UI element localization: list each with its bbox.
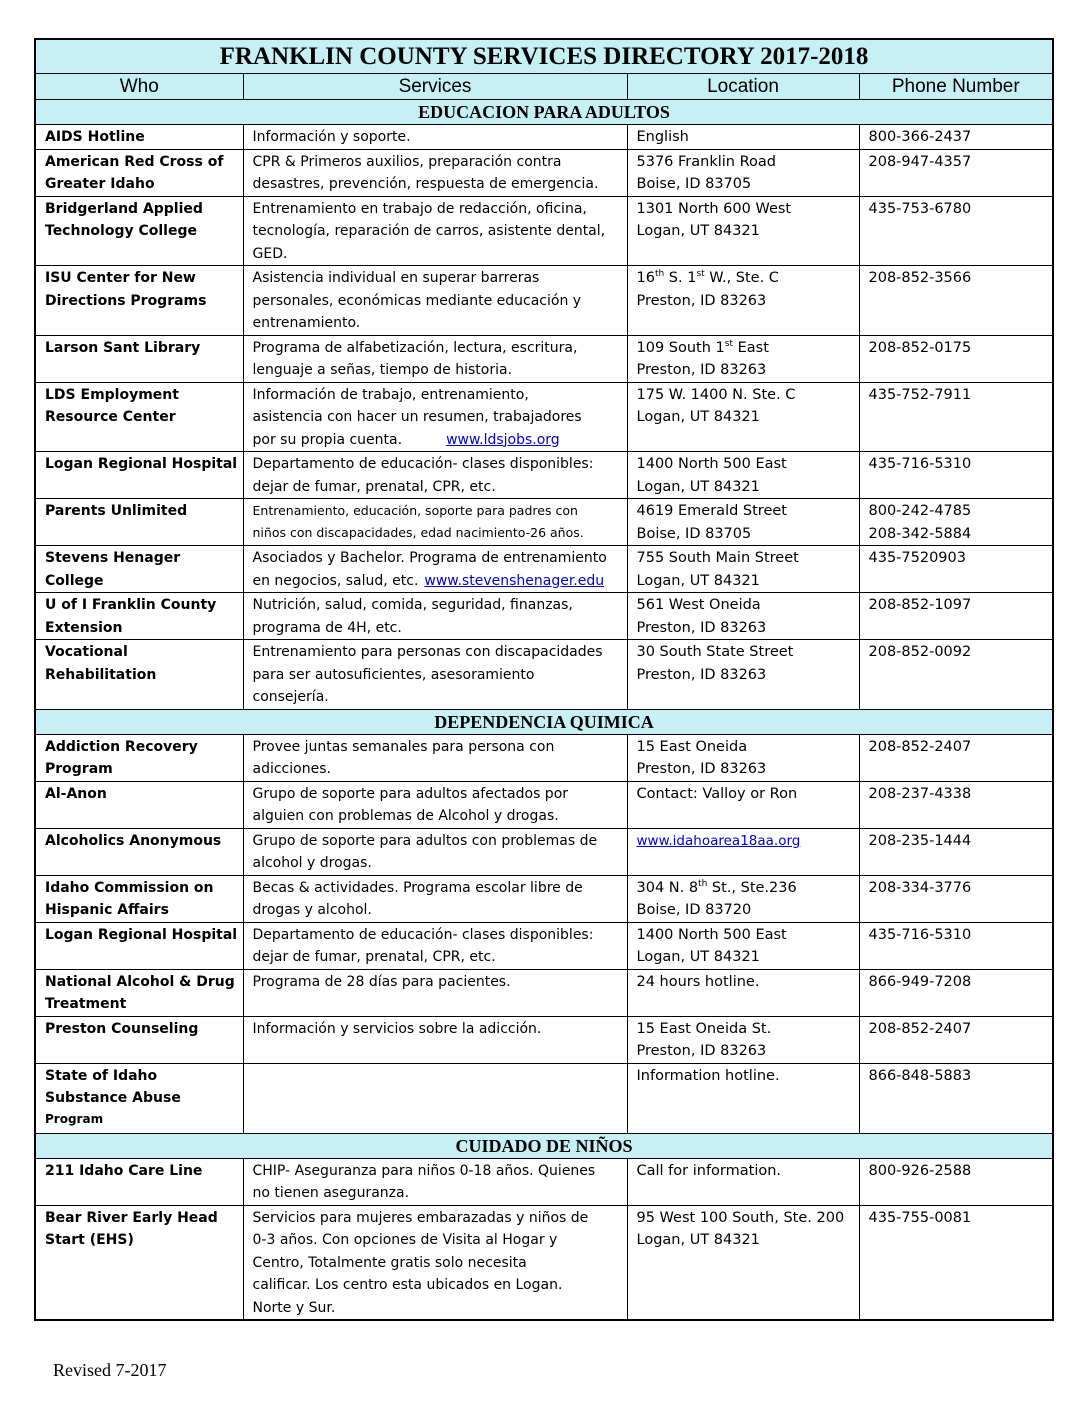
who-line: AIDS Hotline: [45, 129, 145, 145]
services-line: [253, 429, 619, 452]
location-line: Boise, ID 83720: [636, 902, 752, 918]
cell-phone: [859, 1205, 1053, 1320]
cell-location: [627, 546, 859, 593]
cell-who: [35, 922, 243, 969]
cell-who: [35, 125, 243, 150]
cell-phone: [859, 335, 1053, 382]
services-line: Información y soporte.: [252, 129, 411, 145]
location-line: Preston, ID 83263: [636, 292, 767, 309]
who-line: Resource Center: [45, 409, 176, 425]
services-line: GED.: [252, 245, 288, 262]
directory-row: [35, 546, 1053, 593]
directory-row: [35, 335, 1053, 382]
cell-services: [243, 452, 627, 499]
location-line: 24 hours hotline.: [636, 973, 760, 990]
phone-number: 435-7520903: [868, 550, 966, 566]
cell-who: [35, 734, 243, 781]
cell-who: [35, 266, 243, 336]
services-line: programa de 4H, etc.: [252, 619, 402, 636]
cell-location: [627, 149, 859, 196]
cell-location: [627, 1205, 859, 1320]
cell-services: [243, 499, 627, 546]
services-line: Centro, Totalmente gratis solo necesita: [252, 1254, 527, 1271]
cell-who: [35, 781, 243, 828]
cell-services: [243, 1158, 627, 1205]
directory-row: [35, 969, 1053, 1016]
cell-phone: [859, 149, 1053, 196]
cell-location: [627, 499, 859, 546]
location-line: Preston, ID 83263: [636, 362, 767, 378]
location-line: English: [636, 129, 689, 145]
cell-services: [243, 1016, 627, 1063]
cell-phone: [859, 546, 1053, 593]
cell-phone: [859, 1158, 1053, 1205]
services-line: CHIP- Aseguranza para niños 0-18 años. Quienes: [252, 1162, 596, 1179]
cell-who: [35, 1205, 243, 1320]
cell-location: [627, 452, 859, 499]
directory-row: [35, 1063, 1053, 1133]
location-line: Boise, ID 83705: [636, 525, 752, 542]
location-line: 4619 Emerald Street: [636, 503, 787, 519]
services-line: asistencia con hacer un resumen, trabajadores: [252, 409, 582, 425]
phone-number: 800-242-4785: [868, 503, 972, 519]
cell-services: [243, 781, 627, 828]
revision-note: Revised 7-2017: [53, 1360, 167, 1380]
services-line: Entrenamiento en trabajo de redacción, oficina,: [252, 200, 587, 217]
cell-phone: [859, 922, 1053, 969]
services-line: CPR & Primeros auxilios, preparación contra: [252, 153, 562, 170]
cell-phone: [859, 969, 1053, 1016]
directory-row: [35, 922, 1053, 969]
location-line: 1400 North 500 East: [636, 926, 787, 943]
services-line: Información y servicios sobre la adicción.: [252, 1020, 542, 1037]
location-line: Logan, UT 84321: [636, 478, 760, 495]
directory-row: [35, 266, 1053, 336]
who-line: U of I Franklin County: [45, 597, 217, 613]
phone-number: 208-852-1097: [868, 597, 972, 613]
cell-who: [35, 335, 243, 382]
header-services: Services: [243, 74, 627, 100]
cell-who: [35, 875, 243, 922]
cell-who: [35, 196, 243, 266]
cell-location: [627, 781, 859, 828]
who-line: Stevens Henager: [45, 550, 181, 566]
cell-who: [35, 546, 243, 593]
cell-location: [627, 1063, 859, 1133]
cell-location: [627, 1016, 859, 1063]
services-line: Entrenamiento, educación, soporte para padres con: [252, 503, 578, 518]
phone-number: 800-926-2588: [868, 1162, 972, 1179]
cell-services: [243, 969, 627, 1016]
cell-services: [243, 1205, 627, 1320]
location-line: 16th S. 1st W., Ste. C: [636, 269, 779, 286]
services-line: consejería.: [252, 689, 329, 705]
section-title: CUIDADO DE NIÑOS: [35, 1133, 1053, 1158]
services-line: Departamento de educación- clases disponibles:: [252, 456, 594, 472]
services-line: Servicios para mujeres embarazadas y niños de: [252, 1209, 589, 1226]
location-line: 304 N. 8th St., Ste.236: [636, 878, 797, 896]
location-line: Preston, ID 83263: [636, 1043, 767, 1059]
cell-location: [627, 875, 859, 922]
who-line: Technology College: [45, 223, 197, 239]
services-line: Grupo de soporte para adultos con problemas de: [252, 832, 598, 849]
phone-number: 208-235-1444: [868, 832, 972, 849]
cell-phone: [859, 1016, 1053, 1063]
phone-number: 208-947-4357: [868, 153, 972, 170]
who-line: Bridgerland Applied: [45, 200, 203, 217]
who-line: Start (EHS): [45, 1232, 134, 1248]
location-line: Preston, ID 83263: [636, 666, 767, 683]
cell-location: [627, 640, 859, 710]
services-line: [253, 570, 619, 593]
phone-number: 866-848-5883: [868, 1067, 972, 1084]
cell-phone: [859, 640, 1053, 710]
cell-services: [243, 546, 627, 593]
who-line: LDS Employment: [45, 386, 179, 403]
services-line: Asistencia individual en superar barreras: [252, 270, 540, 286]
cell-location: [627, 335, 859, 382]
cell-phone: [859, 828, 1053, 875]
cell-who: [35, 452, 243, 499]
cell-services: [243, 875, 627, 922]
services-line: calificar. Los centro esta ubicados en Logan.: [252, 1277, 563, 1293]
services-line: Programa de alfabetización, lectura, escritura,: [252, 339, 578, 356]
cell-phone: [859, 1063, 1053, 1133]
who-line: Vocational: [45, 644, 128, 660]
directory-row: [35, 640, 1053, 710]
directory-row: [35, 875, 1053, 922]
cell-phone: [859, 875, 1053, 922]
location-line: 755 South Main Street: [636, 550, 799, 566]
cell-who: [35, 640, 243, 710]
phone-number: 208-852-2407: [868, 738, 972, 755]
cell-phone: [859, 593, 1053, 640]
cell-location: [627, 734, 859, 781]
location-line: 5376 Franklin Road: [636, 153, 776, 170]
who-line: Program: [45, 761, 113, 777]
who-line: Alcoholics Anonymous: [45, 832, 222, 849]
services-line: Asociados y Bachelor. Programa de entrenamiento: [252, 550, 607, 566]
who-line: State of Idaho: [45, 1067, 158, 1084]
directory-row: [35, 828, 1053, 875]
cell-services: [243, 196, 627, 266]
services-line: Grupo de soporte para adultos afectados por: [252, 785, 569, 802]
column-header-row: [35, 74, 1053, 100]
services-line: no tienen aseguranza.: [252, 1185, 410, 1201]
cell-location: [627, 969, 859, 1016]
services-line: Información de trabajo, entrenamiento,: [252, 386, 529, 403]
phone-number: 435-753-6780: [868, 200, 972, 217]
location-line: Boise, ID 83705: [636, 176, 752, 192]
services-line: alcohol y drogas.: [252, 855, 372, 871]
header-location: Location: [627, 74, 859, 100]
services-line: Departamento de educación- clases disponibles:: [252, 926, 594, 943]
location-line: 30 South State Street: [636, 644, 794, 660]
cell-who: [35, 149, 243, 196]
phone-number: 800-366-2437: [868, 129, 972, 145]
phone-number: 435-752-7911: [868, 386, 972, 403]
cell-phone: [859, 125, 1053, 150]
section-header-row: [35, 709, 1053, 734]
phone-number: 208-852-3566: [868, 270, 972, 286]
cell-location: [627, 382, 859, 452]
cell-services: [243, 593, 627, 640]
header-who: Who: [35, 74, 243, 100]
location-line: Logan, UT 84321: [636, 409, 760, 425]
cell-who: [35, 499, 243, 546]
cell-location: [627, 196, 859, 266]
location-line: 175 W. 1400 N. Ste. C: [636, 386, 796, 403]
cell-location: [627, 922, 859, 969]
cell-who: [35, 969, 243, 1016]
cell-phone: [859, 734, 1053, 781]
phone-number: 208-237-4338: [868, 785, 972, 802]
directory-row: [35, 125, 1053, 150]
location-line: Call for information.: [636, 1162, 782, 1179]
cell-services: [243, 125, 627, 150]
services-line: dejar de fumar, prenatal, CPR, etc.: [252, 478, 496, 495]
cell-services: [243, 149, 627, 196]
who-line: Idaho Commission on: [45, 879, 214, 896]
section-title: EDUCACION PARA ADULTOS: [35, 100, 1053, 125]
cell-location: [627, 1158, 859, 1205]
services-line: dejar de fumar, prenatal, CPR, etc.: [252, 949, 496, 965]
cell-services: [243, 922, 627, 969]
location-line: Logan, UT 84321: [636, 1232, 760, 1248]
who-line: ISU Center for New: [45, 270, 196, 286]
cell-phone: [859, 452, 1053, 499]
cell-who: [35, 382, 243, 452]
location-line: Preston, ID 83263: [636, 761, 767, 777]
location-line: Information hotline.: [636, 1067, 780, 1084]
section-header-row: [35, 1133, 1053, 1158]
cell-phone: [859, 781, 1053, 828]
phone-number: 866-949-7208: [868, 973, 972, 990]
services-line: alguien con problemas de Alcohol y drogas.: [252, 808, 559, 824]
directory-row: [35, 593, 1053, 640]
location-line: 1400 North 500 East: [636, 456, 787, 472]
location-line: Logan, UT 84321: [636, 223, 760, 239]
cell-who: [35, 1158, 243, 1205]
cell-services: [243, 1063, 627, 1133]
phone-number: 208-852-2407: [868, 1020, 972, 1037]
location-line: Logan, UT 84321: [636, 949, 760, 965]
location-line: 95 West 100 South, Ste. 200: [636, 1209, 845, 1226]
who-line: Extension: [45, 619, 123, 636]
cell-services: [243, 734, 627, 781]
cell-location: [627, 125, 859, 150]
directory-row: [35, 499, 1053, 546]
location-line: Preston, ID 83263: [636, 619, 767, 636]
services-line: Provee juntas semanales para persona con: [252, 738, 555, 755]
who-line: Bear River Early Head: [45, 1209, 218, 1226]
document-title: FRANKLIN COUNTY SERVICES DIRECTORY 2017-2018: [35, 39, 1053, 74]
directory-row: [35, 1158, 1053, 1205]
cell-phone: [859, 196, 1053, 266]
phone-number: 208-334-3776: [868, 879, 972, 896]
cell-services: [243, 382, 627, 452]
cell-who: [35, 1016, 243, 1063]
website-link[interactable]: www.idahoarea18aa.org: [636, 832, 801, 849]
cell-location: [627, 828, 859, 875]
cell-location: [627, 266, 859, 336]
directory-row: [35, 781, 1053, 828]
location-line: 109 South 1st East: [636, 338, 769, 356]
website-link[interactable]: www.ldsjobs.org: [446, 431, 560, 448]
services-line: para ser autosuficientes, asesoramiento: [252, 666, 535, 683]
cell-services: [243, 640, 627, 710]
services-directory-table: [34, 38, 1054, 1321]
services-line: Nutrición, salud, comida, seguridad, finanzas,: [252, 597, 573, 613]
who-line: Treatment: [45, 996, 127, 1012]
services-line: Programa de 28 días para pacientes.: [252, 973, 511, 990]
cell-services: [243, 335, 627, 382]
phone-number: 435-755-0081: [868, 1209, 972, 1226]
location-line: 1301 North 600 West: [636, 200, 792, 217]
directory-row: [35, 452, 1053, 499]
cell-location: [627, 593, 859, 640]
services-line: desastres, prevención, respuesta de emergencia.: [252, 176, 599, 192]
who-line: Program: [45, 1111, 104, 1126]
website-link[interactable]: www.stevenshenager.edu: [424, 572, 605, 589]
who-line: Logan Regional Hospital: [45, 926, 238, 943]
who-line: Al-Anon: [45, 785, 107, 802]
location-line: 15 East Oneida: [636, 738, 748, 755]
cell-who: [35, 593, 243, 640]
location-line: Contact: Valloy or Ron: [636, 785, 798, 802]
who-line: Larson Sant Library: [45, 339, 201, 356]
location-line: 561 West Oneida: [636, 597, 761, 613]
phone-number: 208-852-0092: [868, 644, 972, 660]
services-text: por su propia cuenta.: [252, 431, 403, 448]
who-line: Parents Unlimited: [45, 503, 188, 519]
directory-row: [35, 196, 1053, 266]
services-line: entrenamiento.: [252, 315, 361, 331]
cell-services: [243, 828, 627, 875]
services-line: niños con discapacidades, edad nacimiento-26 años.: [252, 525, 584, 540]
header-phone: Phone Number: [859, 74, 1053, 100]
who-line: College: [45, 572, 104, 589]
services-line: adicciones.: [252, 761, 331, 777]
phone-number: 208-852-0175: [868, 339, 972, 356]
who-line: Directions Programs: [45, 292, 207, 309]
who-line: Rehabilitation: [45, 666, 157, 683]
phone-number: 435-716-5310: [868, 456, 972, 472]
services-text: en negocios, salud, etc.: [252, 572, 419, 589]
directory-row: [35, 149, 1053, 196]
who-line: Substance Abuse: [45, 1090, 181, 1106]
who-line: 211 Idaho Care Line: [45, 1162, 203, 1179]
who-line: American Red Cross of: [45, 153, 224, 170]
directory-row: [35, 1016, 1053, 1063]
who-line: Greater Idaho: [45, 176, 155, 192]
who-line: Preston Counseling: [45, 1020, 199, 1037]
services-line: drogas y alcohol.: [252, 902, 372, 918]
location-line: 15 East Oneida St.: [636, 1020, 772, 1037]
directory-row: [35, 734, 1053, 781]
phone-number: 435-716-5310: [868, 926, 972, 943]
directory-row: [35, 382, 1053, 452]
services-line: Entrenamiento para personas con discapacidades: [252, 644, 603, 660]
cell-services: [243, 266, 627, 336]
who-line: Addiction Recovery: [45, 738, 198, 755]
who-line: Hispanic Affairs: [45, 902, 169, 918]
phone-number: 208-342-5884: [868, 525, 972, 542]
section-header-row: [35, 100, 1053, 125]
services-line: personales, económicas mediante educación y: [252, 292, 582, 309]
section-title: DEPENDENCIA QUIMICA: [35, 709, 1053, 734]
services-line: Becas & actividades. Programa escolar libre de: [252, 879, 583, 896]
cell-phone: [859, 266, 1053, 336]
services-line: tecnología, reparación de carros, asistente dental,: [252, 223, 606, 239]
services-line: 0-3 años. Con opciones de Visita al Hogar y: [252, 1232, 558, 1248]
who-line: National Alcohol & Drug: [45, 973, 235, 990]
services-line: Norte y Sur.: [252, 1299, 336, 1316]
location-line: Logan, UT 84321: [636, 572, 760, 589]
cell-who: [35, 828, 243, 875]
directory-row: [35, 1205, 1053, 1320]
cell-phone: [859, 382, 1053, 452]
cell-who: [35, 1063, 243, 1133]
who-line: Logan Regional Hospital: [45, 456, 238, 472]
cell-phone: [859, 499, 1053, 546]
services-line: lenguaje a señas, tiempo de historia.: [252, 362, 513, 378]
